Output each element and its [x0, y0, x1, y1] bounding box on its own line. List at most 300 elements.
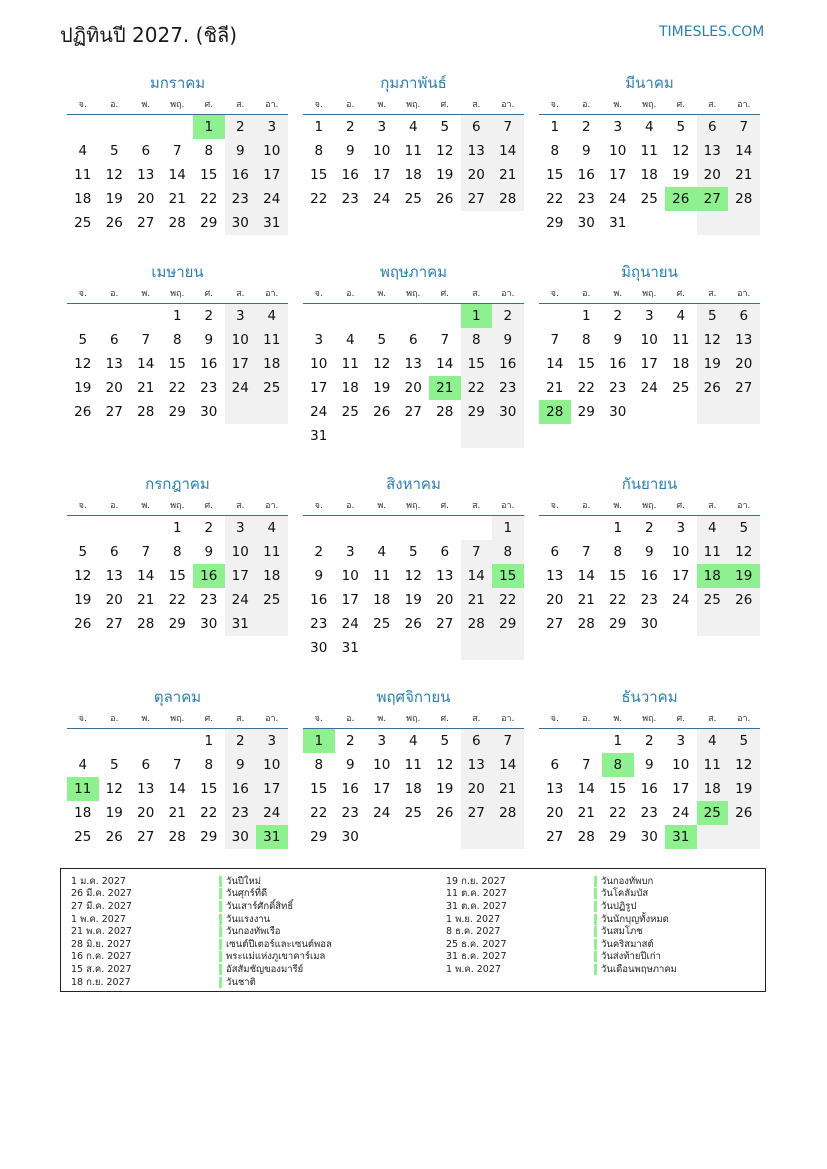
day-cell[interactable]: 14: [168, 781, 186, 797]
day-cell[interactable]: 13: [546, 781, 564, 797]
day-cell[interactable]: 2: [204, 308, 214, 324]
day-cell[interactable]: 5: [78, 332, 88, 348]
day-cell[interactable]: 29: [200, 215, 218, 231]
day-cell[interactable]: 31: [225, 612, 257, 636]
day-cell[interactable]: 6: [141, 757, 151, 773]
day-cell[interactable]: 11: [373, 568, 391, 584]
day-cell[interactable]: 12: [404, 568, 422, 584]
day-cell[interactable]: 21: [168, 805, 186, 821]
day-cell[interactable]: 8: [492, 540, 524, 564]
day-cell[interactable]: 25: [373, 616, 391, 632]
day-cell[interactable]: 20: [546, 592, 564, 608]
day-cell[interactable]: 16: [640, 781, 658, 797]
day-cell[interactable]: 23: [341, 191, 359, 207]
day-cell[interactable]: 15: [461, 352, 493, 376]
day-cell[interactable]: 10: [225, 540, 257, 564]
day-cell[interactable]: 19: [728, 564, 760, 588]
day-cell[interactable]: 26: [728, 588, 760, 612]
day-cell[interactable]: 8: [172, 544, 182, 560]
day-cell[interactable]: 31: [310, 428, 328, 444]
day-cell[interactable]: 7: [492, 115, 524, 139]
day-cell[interactable]: 10: [256, 139, 288, 163]
day-cell[interactable]: 18: [640, 167, 658, 183]
day-cell[interactable]: 6: [697, 115, 729, 139]
day-cell[interactable]: 8: [204, 143, 214, 159]
day-cell[interactable]: 23: [200, 592, 218, 608]
day-cell[interactable]: 25: [404, 191, 422, 207]
day-cell[interactable]: 11: [74, 167, 92, 183]
day-cell[interactable]: 9: [492, 328, 524, 352]
day-cell[interactable]: 13: [137, 781, 155, 797]
day-cell[interactable]: 11: [640, 143, 658, 159]
day-cell[interactable]: 23: [577, 191, 595, 207]
day-cell[interactable]: 25: [256, 588, 288, 612]
day-cell[interactable]: 14: [436, 356, 454, 372]
day-cell[interactable]: 12: [672, 143, 690, 159]
day-cell[interactable]: 29: [546, 215, 564, 231]
day-cell[interactable]: 15: [546, 167, 564, 183]
day-cell[interactable]: 27: [137, 829, 155, 845]
day-cell[interactable]: 19: [74, 380, 92, 396]
day-cell[interactable]: 12: [105, 167, 123, 183]
day-cell[interactable]: 13: [404, 356, 422, 372]
day-cell[interactable]: 12: [728, 753, 760, 777]
day-cell[interactable]: 20: [461, 777, 493, 801]
day-cell[interactable]: 8: [204, 757, 214, 773]
day-cell[interactable]: 11: [404, 143, 422, 159]
day-cell[interactable]: 17: [225, 564, 257, 588]
day-cell[interactable]: 16: [341, 781, 359, 797]
day-cell[interactable]: 26: [404, 616, 422, 632]
day-cell[interactable]: 31: [256, 211, 288, 235]
day-cell[interactable]: 27: [728, 376, 760, 400]
day-cell[interactable]: 24: [256, 187, 288, 211]
day-cell[interactable]: 4: [377, 544, 387, 560]
day-cell[interactable]: 26: [74, 616, 92, 632]
day-cell[interactable]: 14: [577, 568, 595, 584]
day-cell[interactable]: 26: [697, 376, 729, 400]
day-cell[interactable]: 11: [256, 328, 288, 352]
day-cell[interactable]: 22: [310, 191, 328, 207]
day-cell[interactable]: 17: [341, 592, 359, 608]
day-cell[interactable]: 22: [200, 805, 218, 821]
day-cell[interactable]: 22: [577, 380, 595, 396]
day-cell[interactable]: 28: [492, 187, 524, 211]
day-cell[interactable]: 23: [225, 801, 257, 825]
day-cell[interactable]: 14: [577, 781, 595, 797]
day-cell[interactable]: 21: [492, 163, 524, 187]
day-cell[interactable]: 9: [225, 139, 257, 163]
day-cell[interactable]: 5: [728, 516, 760, 540]
day-cell[interactable]: 5: [697, 304, 729, 328]
day-cell[interactable]: 7: [492, 729, 524, 753]
day-cell[interactable]: 22: [200, 191, 218, 207]
day-cell[interactable]: 20: [436, 592, 454, 608]
day-cell[interactable]: 27: [436, 616, 454, 632]
day-cell[interactable]: 14: [137, 568, 155, 584]
day-cell[interactable]: 5: [440, 733, 450, 749]
day-cell[interactable]: 2: [644, 520, 654, 536]
day-cell[interactable]: 10: [672, 757, 690, 773]
day-cell[interactable]: 4: [644, 119, 654, 135]
day-cell[interactable]: 6: [109, 544, 119, 560]
day-cell[interactable]: 30: [341, 829, 359, 845]
day-cell[interactable]: 12: [697, 328, 729, 352]
day-cell[interactable]: 6: [440, 544, 450, 560]
day-cell[interactable]: 28: [492, 801, 524, 825]
day-cell[interactable]: 26: [373, 404, 391, 420]
day-cell[interactable]: 13: [697, 139, 729, 163]
day-cell[interactable]: 25: [74, 829, 92, 845]
day-cell[interactable]: 24: [225, 588, 257, 612]
day-cell[interactable]: 1: [172, 520, 182, 536]
day-cell[interactable]: 26: [436, 191, 454, 207]
day-cell[interactable]: 27: [546, 829, 564, 845]
day-cell[interactable]: 24: [373, 805, 391, 821]
day-cell[interactable]: 2: [314, 544, 324, 560]
day-cell[interactable]: 27: [404, 404, 422, 420]
day-cell[interactable]: 11: [341, 356, 359, 372]
day-cell[interactable]: 25: [404, 805, 422, 821]
day-cell[interactable]: 8: [602, 753, 634, 777]
day-cell[interactable]: 30: [640, 829, 658, 845]
day-cell[interactable]: 22: [168, 592, 186, 608]
day-cell[interactable]: 15: [200, 167, 218, 183]
day-cell[interactable]: 6: [550, 544, 560, 560]
day-cell[interactable]: 17: [640, 356, 658, 372]
day-cell[interactable]: 21: [429, 376, 461, 400]
day-cell[interactable]: 11: [67, 777, 99, 801]
day-cell[interactable]: 12: [436, 143, 454, 159]
day-cell[interactable]: 2: [581, 119, 591, 135]
day-cell[interactable]: 4: [408, 119, 418, 135]
day-cell[interactable]: 20: [137, 191, 155, 207]
day-cell[interactable]: 2: [613, 308, 623, 324]
day-cell[interactable]: 27: [461, 801, 493, 825]
day-cell[interactable]: 1: [204, 733, 214, 749]
day-cell[interactable]: 27: [546, 616, 564, 632]
day-cell[interactable]: 29: [168, 404, 186, 420]
day-cell[interactable]: 16: [492, 352, 524, 376]
day-cell[interactable]: 15: [609, 781, 627, 797]
day-cell[interactable]: 25: [74, 215, 92, 231]
day-cell[interactable]: 7: [440, 332, 450, 348]
day-cell[interactable]: 29: [492, 612, 524, 636]
day-cell[interactable]: 3: [225, 516, 257, 540]
day-cell[interactable]: 15: [310, 167, 328, 183]
day-cell[interactable]: 30: [200, 404, 218, 420]
day-cell[interactable]: 18: [256, 352, 288, 376]
day-cell[interactable]: 5: [109, 143, 119, 159]
day-cell[interactable]: 25: [672, 380, 690, 396]
day-cell[interactable]: 22: [609, 592, 627, 608]
day-cell[interactable]: 16: [609, 356, 627, 372]
day-cell[interactable]: 11: [404, 757, 422, 773]
day-cell[interactable]: 28: [137, 616, 155, 632]
day-cell[interactable]: 7: [461, 540, 493, 564]
day-cell[interactable]: 26: [105, 215, 123, 231]
day-cell[interactable]: 30: [492, 400, 524, 424]
day-cell[interactable]: 6: [109, 332, 119, 348]
day-cell[interactable]: 4: [78, 143, 88, 159]
day-cell[interactable]: 7: [728, 115, 760, 139]
day-cell[interactable]: 2: [204, 520, 214, 536]
day-cell[interactable]: 29: [461, 400, 493, 424]
day-cell[interactable]: 28: [137, 404, 155, 420]
day-cell[interactable]: 31: [609, 215, 627, 231]
day-cell[interactable]: 4: [408, 733, 418, 749]
day-cell[interactable]: 21: [137, 592, 155, 608]
day-cell[interactable]: 19: [436, 781, 454, 797]
day-cell[interactable]: 15: [609, 568, 627, 584]
day-cell[interactable]: 23: [341, 805, 359, 821]
brand-link[interactable]: TIMESLES.COM: [659, 24, 765, 40]
day-cell[interactable]: 17: [256, 163, 288, 187]
day-cell[interactable]: 25: [341, 404, 359, 420]
day-cell[interactable]: 23: [200, 380, 218, 396]
day-cell[interactable]: 4: [345, 332, 355, 348]
day-cell[interactable]: 16: [193, 564, 225, 588]
day-cell[interactable]: 10: [310, 356, 328, 372]
day-cell[interactable]: 6: [550, 757, 560, 773]
day-cell[interactable]: 29: [168, 616, 186, 632]
day-cell[interactable]: 19: [436, 167, 454, 183]
day-cell[interactable]: 21: [168, 191, 186, 207]
day-cell[interactable]: 9: [613, 332, 623, 348]
day-cell[interactable]: 16: [225, 163, 257, 187]
day-cell[interactable]: 11: [697, 540, 729, 564]
day-cell[interactable]: 7: [141, 332, 151, 348]
day-cell[interactable]: 9: [345, 757, 355, 773]
day-cell[interactable]: 28: [539, 400, 571, 424]
day-cell[interactable]: 24: [373, 191, 391, 207]
day-cell[interactable]: 1: [303, 729, 335, 753]
day-cell[interactable]: 5: [377, 332, 387, 348]
day-cell[interactable]: 23: [640, 592, 658, 608]
day-cell[interactable]: 13: [105, 356, 123, 372]
day-cell[interactable]: 29: [609, 616, 627, 632]
day-cell[interactable]: 17: [373, 781, 391, 797]
day-cell[interactable]: 2: [345, 119, 355, 135]
day-cell[interactable]: 16: [200, 356, 218, 372]
day-cell[interactable]: 22: [461, 376, 493, 400]
day-cell[interactable]: 15: [310, 781, 328, 797]
day-cell[interactable]: 22: [609, 805, 627, 821]
day-cell[interactable]: 14: [546, 356, 564, 372]
day-cell[interactable]: 1: [193, 115, 225, 139]
day-cell[interactable]: 3: [345, 544, 355, 560]
day-cell[interactable]: 26: [105, 829, 123, 845]
day-cell[interactable]: 19: [728, 777, 760, 801]
day-cell[interactable]: 4: [697, 516, 729, 540]
day-cell[interactable]: 8: [613, 544, 623, 560]
day-cell[interactable]: 20: [546, 805, 564, 821]
day-cell[interactable]: 2: [225, 729, 257, 753]
day-cell[interactable]: 10: [609, 143, 627, 159]
day-cell[interactable]: 27: [137, 215, 155, 231]
day-cell[interactable]: 25: [256, 376, 288, 400]
day-cell[interactable]: 25: [697, 801, 729, 825]
day-cell[interactable]: 14: [168, 167, 186, 183]
day-cell[interactable]: 13: [546, 568, 564, 584]
day-cell[interactable]: 3: [225, 304, 257, 328]
day-cell[interactable]: 21: [137, 380, 155, 396]
day-cell[interactable]: 3: [613, 119, 623, 135]
day-cell[interactable]: 1: [613, 520, 623, 536]
day-cell[interactable]: 10: [341, 568, 359, 584]
day-cell[interactable]: 10: [373, 757, 391, 773]
day-cell[interactable]: 3: [256, 115, 288, 139]
day-cell[interactable]: 12: [74, 356, 92, 372]
day-cell[interactable]: 14: [137, 356, 155, 372]
day-cell[interactable]: 31: [256, 825, 288, 849]
day-cell[interactable]: 7: [172, 757, 182, 773]
day-cell[interactable]: 15: [200, 781, 218, 797]
day-cell[interactable]: 30: [310, 640, 328, 656]
day-cell[interactable]: 12: [373, 356, 391, 372]
day-cell[interactable]: 6: [728, 304, 760, 328]
day-cell[interactable]: 20: [137, 805, 155, 821]
day-cell[interactable]: 21: [577, 805, 595, 821]
day-cell[interactable]: 7: [172, 143, 182, 159]
day-cell[interactable]: 9: [644, 757, 654, 773]
day-cell[interactable]: 17: [310, 380, 328, 396]
day-cell[interactable]: 6: [408, 332, 418, 348]
day-cell[interactable]: 21: [546, 380, 564, 396]
day-cell[interactable]: 28: [461, 612, 493, 636]
day-cell[interactable]: 8: [314, 757, 324, 773]
day-cell[interactable]: 20: [728, 352, 760, 376]
day-cell[interactable]: 28: [577, 616, 595, 632]
day-cell[interactable]: 31: [665, 825, 697, 849]
day-cell[interactable]: 28: [577, 829, 595, 845]
day-cell[interactable]: 30: [200, 616, 218, 632]
day-cell[interactable]: 18: [697, 777, 729, 801]
day-cell[interactable]: 3: [676, 520, 686, 536]
day-cell[interactable]: 20: [105, 592, 123, 608]
day-cell[interactable]: 11: [256, 540, 288, 564]
day-cell[interactable]: 12: [105, 781, 123, 797]
day-cell[interactable]: 19: [672, 167, 690, 183]
day-cell[interactable]: 15: [168, 568, 186, 584]
day-cell[interactable]: 17: [256, 777, 288, 801]
day-cell[interactable]: 25: [640, 191, 658, 207]
day-cell[interactable]: 5: [109, 757, 119, 773]
day-cell[interactable]: 9: [225, 753, 257, 777]
day-cell[interactable]: 8: [172, 332, 182, 348]
day-cell[interactable]: 18: [404, 167, 422, 183]
day-cell[interactable]: 1: [461, 304, 493, 328]
day-cell[interactable]: 3: [314, 332, 324, 348]
day-cell[interactable]: 9: [204, 332, 214, 348]
day-cell[interactable]: 24: [640, 380, 658, 396]
day-cell[interactable]: 29: [577, 404, 595, 420]
day-cell[interactable]: 18: [672, 356, 690, 372]
day-cell[interactable]: 9: [204, 544, 214, 560]
day-cell[interactable]: 6: [141, 143, 151, 159]
day-cell[interactable]: 28: [728, 187, 760, 211]
day-cell[interactable]: 9: [314, 568, 324, 584]
day-cell[interactable]: 5: [440, 119, 450, 135]
day-cell[interactable]: 6: [461, 115, 493, 139]
day-cell[interactable]: 17: [225, 352, 257, 376]
day-cell[interactable]: 28: [436, 404, 454, 420]
day-cell[interactable]: 6: [461, 729, 493, 753]
day-cell[interactable]: 9: [644, 544, 654, 560]
day-cell[interactable]: 15: [492, 564, 524, 588]
day-cell[interactable]: 13: [461, 753, 493, 777]
day-cell[interactable]: 10: [225, 328, 257, 352]
day-cell[interactable]: 18: [74, 805, 92, 821]
day-cell[interactable]: 19: [105, 191, 123, 207]
day-cell[interactable]: 8: [461, 328, 493, 352]
day-cell[interactable]: 13: [137, 167, 155, 183]
day-cell[interactable]: 17: [672, 568, 690, 584]
day-cell[interactable]: 21: [492, 777, 524, 801]
day-cell[interactable]: 15: [577, 356, 595, 372]
day-cell[interactable]: 14: [492, 753, 524, 777]
day-cell[interactable]: 1: [550, 119, 560, 135]
day-cell[interactable]: 19: [105, 805, 123, 821]
day-cell[interactable]: 4: [256, 304, 288, 328]
day-cell[interactable]: 10: [640, 332, 658, 348]
day-cell[interactable]: 14: [461, 564, 493, 588]
day-cell[interactable]: 24: [609, 191, 627, 207]
day-cell[interactable]: 26: [728, 801, 760, 825]
day-cell[interactable]: 7: [141, 544, 151, 560]
day-cell[interactable]: 9: [581, 143, 591, 159]
day-cell[interactable]: 22: [168, 380, 186, 396]
day-cell[interactable]: 29: [200, 829, 218, 845]
day-cell[interactable]: 30: [225, 825, 257, 849]
day-cell[interactable]: 17: [609, 167, 627, 183]
day-cell[interactable]: 21: [728, 163, 760, 187]
day-cell[interactable]: 9: [345, 143, 355, 159]
day-cell[interactable]: 5: [728, 729, 760, 753]
day-cell[interactable]: 1: [172, 308, 182, 324]
day-cell[interactable]: 7: [581, 544, 591, 560]
day-cell[interactable]: 13: [436, 568, 454, 584]
day-cell[interactable]: 4: [676, 308, 686, 324]
day-cell[interactable]: 18: [404, 781, 422, 797]
day-cell[interactable]: 27: [697, 187, 729, 211]
day-cell[interactable]: 1: [581, 308, 591, 324]
day-cell[interactable]: 16: [225, 777, 257, 801]
day-cell[interactable]: 13: [461, 139, 493, 163]
day-cell[interactable]: 4: [697, 729, 729, 753]
day-cell[interactable]: 3: [377, 733, 387, 749]
day-cell[interactable]: 18: [341, 380, 359, 396]
day-cell[interactable]: 27: [105, 616, 123, 632]
day-cell[interactable]: 24: [310, 404, 328, 420]
day-cell[interactable]: 13: [105, 568, 123, 584]
day-cell[interactable]: 10: [256, 753, 288, 777]
day-cell[interactable]: 24: [672, 805, 690, 821]
day-cell[interactable]: 11: [672, 332, 690, 348]
day-cell[interactable]: 7: [550, 332, 560, 348]
day-cell[interactable]: 24: [256, 801, 288, 825]
day-cell[interactable]: 3: [256, 729, 288, 753]
day-cell[interactable]: 16: [310, 592, 328, 608]
day-cell[interactable]: 16: [577, 167, 595, 183]
day-cell[interactable]: 1: [613, 733, 623, 749]
day-cell[interactable]: 31: [341, 640, 359, 656]
day-cell[interactable]: 29: [310, 829, 328, 845]
day-cell[interactable]: 12: [728, 540, 760, 564]
day-cell[interactable]: 20: [697, 163, 729, 187]
day-cell[interactable]: 27: [461, 187, 493, 211]
day-cell[interactable]: 4: [78, 757, 88, 773]
